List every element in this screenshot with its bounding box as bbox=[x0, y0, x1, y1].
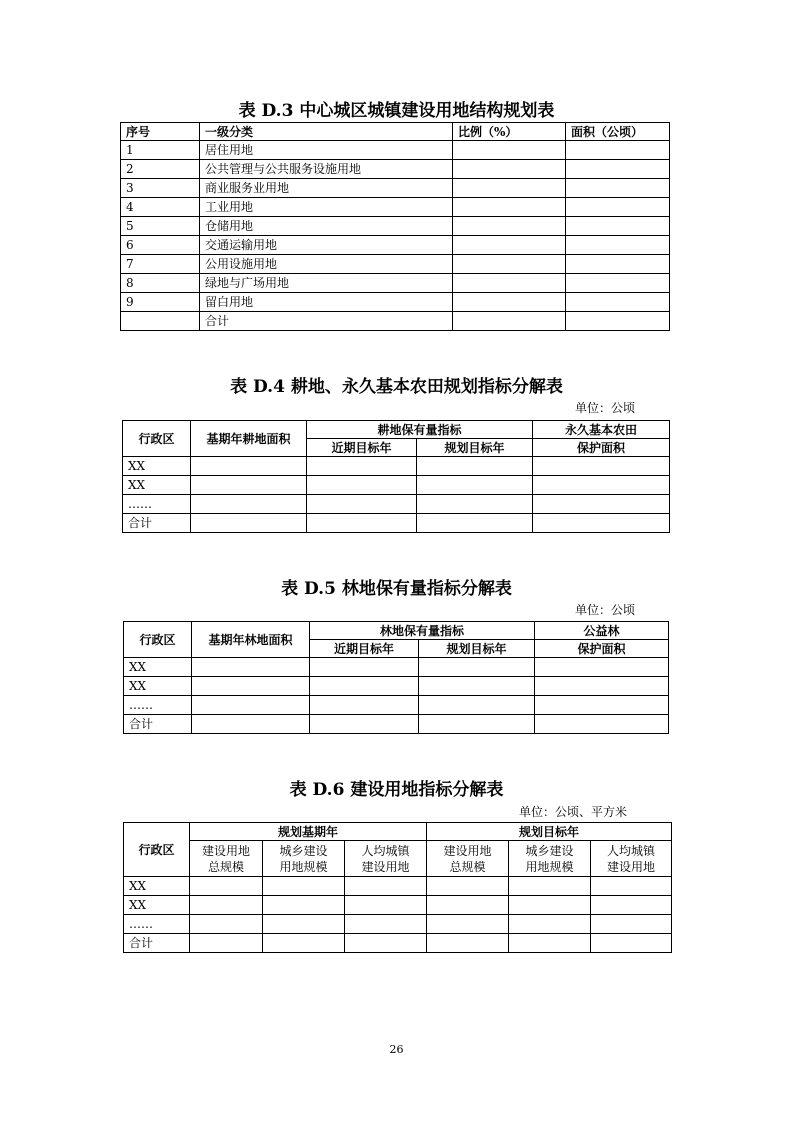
table-row bbox=[124, 677, 669, 696]
header-category: 一级分类 bbox=[200, 123, 453, 141]
cell bbox=[190, 877, 263, 896]
header-line-2: 用地规模 bbox=[279, 859, 328, 874]
table-d5-title: 表 D.5 林地保有量指标分解表 bbox=[281, 579, 512, 599]
table-row bbox=[121, 293, 670, 312]
cell-ratio bbox=[453, 179, 566, 198]
cell-area bbox=[566, 255, 670, 274]
cell bbox=[509, 915, 591, 934]
cell bbox=[591, 877, 672, 896]
cell-ratio bbox=[453, 198, 566, 217]
cell-area bbox=[566, 312, 670, 331]
cell bbox=[417, 514, 533, 533]
cell bbox=[192, 715, 310, 734]
row-region: 合计 bbox=[123, 514, 191, 533]
cell bbox=[190, 934, 263, 953]
table-row bbox=[124, 877, 672, 896]
row-no: 2 bbox=[121, 160, 200, 179]
cell bbox=[533, 476, 670, 495]
cell bbox=[345, 877, 427, 896]
cell-ratio bbox=[453, 274, 566, 293]
table-row-total bbox=[124, 715, 669, 734]
cell bbox=[533, 457, 670, 476]
header-target-year: 规划目标年 bbox=[427, 823, 672, 841]
table-row bbox=[123, 495, 670, 514]
table-d4-title: 表 D.4 耕地、永久基本农田规划指标分解表 bbox=[230, 377, 563, 397]
header-near-target: 近期目标年 bbox=[310, 640, 419, 658]
header-line-1: 城乡建设 bbox=[279, 843, 328, 858]
table-d4 bbox=[122, 420, 670, 533]
table-d5-unit: 单位：公顷 bbox=[575, 603, 636, 617]
row-no: 8 bbox=[121, 274, 200, 293]
header-per-capita bbox=[345, 841, 427, 877]
header-plan-target: 规划目标年 bbox=[417, 439, 533, 457]
row-no: 1 bbox=[121, 141, 200, 160]
table-row bbox=[124, 915, 672, 934]
row-name: 合计 bbox=[200, 312, 453, 331]
cell bbox=[535, 658, 669, 677]
header-line-1: 城乡建设 bbox=[525, 843, 574, 858]
table-d6-header-row-1 bbox=[124, 823, 672, 841]
header-base-forest: 基期年林地面积 bbox=[192, 622, 310, 658]
row-no: 5 bbox=[121, 217, 200, 236]
header-base-farmland: 基期年耕地面积 bbox=[191, 421, 307, 457]
row-name: 留白用地 bbox=[200, 293, 453, 312]
table-d5-header-row-1 bbox=[124, 622, 669, 640]
cell bbox=[509, 877, 591, 896]
row-region: …… bbox=[123, 495, 191, 514]
table-d4-unit: 单位：公顷 bbox=[575, 401, 636, 415]
cell-ratio bbox=[453, 217, 566, 236]
table-row bbox=[121, 255, 670, 274]
cell-area bbox=[566, 160, 670, 179]
cell bbox=[419, 696, 535, 715]
row-name: 公共管理与公共服务设施用地 bbox=[200, 160, 453, 179]
header-base-year: 规划基期年 bbox=[190, 823, 427, 841]
table-row bbox=[121, 198, 670, 217]
cell bbox=[190, 915, 263, 934]
row-region: XX bbox=[124, 877, 190, 896]
row-region: XX bbox=[124, 677, 192, 696]
cell bbox=[427, 915, 509, 934]
cell bbox=[192, 696, 310, 715]
table-row-total bbox=[123, 514, 670, 533]
table-d3 bbox=[120, 122, 670, 331]
header-forest-quota: 林地保有量指标 bbox=[310, 622, 535, 640]
header-region: 行政区 bbox=[123, 421, 191, 457]
cell bbox=[192, 658, 310, 677]
table-d6 bbox=[123, 822, 672, 953]
cell-area bbox=[566, 198, 670, 217]
cell bbox=[509, 934, 591, 953]
header-permanent-farmland: 永久基本农田 bbox=[533, 421, 670, 439]
header-line-2: 建设用地 bbox=[606, 859, 655, 874]
cell bbox=[591, 896, 672, 915]
table-row bbox=[123, 457, 670, 476]
header-ratio: 比例（%） bbox=[453, 123, 566, 141]
table-row bbox=[121, 160, 670, 179]
cell bbox=[191, 495, 307, 514]
row-no: 7 bbox=[121, 255, 200, 274]
cell bbox=[417, 476, 533, 495]
row-name: 商业服务业用地 bbox=[200, 179, 453, 198]
cell-area bbox=[566, 293, 670, 312]
table-row-total bbox=[124, 934, 672, 953]
header-line-1: 人均城镇 bbox=[606, 843, 655, 858]
header-line-2: 建设用地 bbox=[361, 859, 410, 874]
cell bbox=[345, 896, 427, 915]
header-plan-target: 规划目标年 bbox=[419, 640, 535, 658]
row-region: 合计 bbox=[124, 934, 190, 953]
cell bbox=[307, 457, 417, 476]
cell-area bbox=[566, 141, 670, 160]
cell bbox=[310, 677, 419, 696]
header-line-2: 总规模 bbox=[449, 859, 486, 874]
cell bbox=[535, 715, 669, 734]
row-name: 公用设施用地 bbox=[200, 255, 453, 274]
table-d3-header-row bbox=[121, 123, 670, 141]
header-protected-area: 保护面积 bbox=[535, 640, 669, 658]
cell bbox=[417, 457, 533, 476]
cell bbox=[509, 896, 591, 915]
row-name: 仓储用地 bbox=[200, 217, 453, 236]
cell bbox=[427, 896, 509, 915]
cell-ratio bbox=[453, 141, 566, 160]
table-row bbox=[121, 236, 670, 255]
row-region: XX bbox=[123, 476, 191, 495]
page-number: 26 bbox=[389, 1043, 404, 1056]
row-no: 9 bbox=[121, 293, 200, 312]
cell bbox=[191, 457, 307, 476]
row-no bbox=[121, 312, 200, 331]
cell bbox=[191, 476, 307, 495]
header-line-2: 用地规模 bbox=[525, 859, 574, 874]
cell bbox=[263, 877, 345, 896]
row-name: 居住用地 bbox=[200, 141, 453, 160]
header-near-target: 近期目标年 bbox=[307, 439, 417, 457]
table-row bbox=[124, 696, 669, 715]
header-region: 行政区 bbox=[124, 622, 192, 658]
cell-ratio bbox=[453, 255, 566, 274]
header-protected-area: 保护面积 bbox=[533, 439, 670, 457]
row-no: 6 bbox=[121, 236, 200, 255]
table-d4-header-row-1 bbox=[123, 421, 670, 439]
cell bbox=[427, 877, 509, 896]
header-line-1: 人均城镇 bbox=[361, 843, 410, 858]
cell bbox=[417, 495, 533, 514]
cell-ratio bbox=[453, 236, 566, 255]
table-row bbox=[121, 274, 670, 293]
cell bbox=[310, 658, 419, 677]
header-line-2: 总规模 bbox=[207, 859, 244, 874]
row-name: 绿地与广场用地 bbox=[200, 274, 453, 293]
cell-area bbox=[566, 274, 670, 293]
header-line-1: 建设用地 bbox=[443, 843, 492, 858]
table-d6-header-row-2 bbox=[124, 841, 672, 877]
cell bbox=[419, 715, 535, 734]
cell bbox=[427, 934, 509, 953]
cell-area bbox=[566, 236, 670, 255]
header-urban-rural bbox=[263, 841, 345, 877]
cell-ratio bbox=[453, 160, 566, 179]
cell-area bbox=[566, 217, 670, 236]
table-row-total bbox=[121, 312, 670, 331]
header-region: 行政区 bbox=[124, 823, 190, 877]
header-no: 序号 bbox=[121, 123, 200, 141]
row-region: XX bbox=[124, 896, 190, 915]
table-row bbox=[121, 179, 670, 198]
table-d6-unit: 单位：公顷、平方米 bbox=[519, 805, 628, 819]
cell bbox=[591, 915, 672, 934]
row-region: XX bbox=[123, 457, 191, 476]
header-total-construction bbox=[427, 841, 509, 877]
table-row bbox=[124, 658, 669, 677]
row-region: …… bbox=[124, 696, 192, 715]
cell bbox=[192, 677, 310, 696]
table-row bbox=[121, 141, 670, 160]
cell bbox=[419, 658, 535, 677]
cell bbox=[307, 476, 417, 495]
cell bbox=[535, 677, 669, 696]
cell-ratio bbox=[453, 293, 566, 312]
row-no: 4 bbox=[121, 198, 200, 217]
cell bbox=[307, 495, 417, 514]
header-farmland-quota: 耕地保有量指标 bbox=[307, 421, 533, 439]
cell bbox=[533, 514, 670, 533]
header-line-1: 建设用地 bbox=[201, 843, 250, 858]
table-d3-title: 表 D.3 中心城区城镇建设用地结构规划表 bbox=[238, 101, 555, 121]
cell bbox=[345, 915, 427, 934]
header-per-capita bbox=[591, 841, 672, 877]
cell bbox=[345, 934, 427, 953]
header-urban-rural bbox=[509, 841, 591, 877]
row-no: 3 bbox=[121, 179, 200, 198]
row-region: XX bbox=[124, 658, 192, 677]
row-name: 交通运输用地 bbox=[200, 236, 453, 255]
cell bbox=[190, 896, 263, 915]
cell bbox=[263, 915, 345, 934]
row-region: 合计 bbox=[124, 715, 192, 734]
header-public-forest: 公益林 bbox=[535, 622, 669, 640]
cell bbox=[533, 495, 670, 514]
cell bbox=[310, 715, 419, 734]
cell bbox=[310, 696, 419, 715]
table-d6-title: 表 D.6 建设用地指标分解表 bbox=[289, 780, 504, 800]
header-area: 面积（公顷） bbox=[566, 123, 670, 141]
table-row bbox=[124, 896, 672, 915]
cell bbox=[419, 677, 535, 696]
table-row bbox=[123, 476, 670, 495]
table-d5 bbox=[123, 621, 669, 734]
cell bbox=[535, 696, 669, 715]
table-row bbox=[121, 217, 670, 236]
cell bbox=[263, 934, 345, 953]
cell bbox=[263, 896, 345, 915]
row-region: …… bbox=[124, 915, 190, 934]
cell bbox=[191, 514, 307, 533]
cell bbox=[591, 934, 672, 953]
row-name: 工业用地 bbox=[200, 198, 453, 217]
cell-area bbox=[566, 179, 670, 198]
cell bbox=[307, 514, 417, 533]
header-total-construction bbox=[190, 841, 263, 877]
cell-ratio bbox=[453, 312, 566, 331]
